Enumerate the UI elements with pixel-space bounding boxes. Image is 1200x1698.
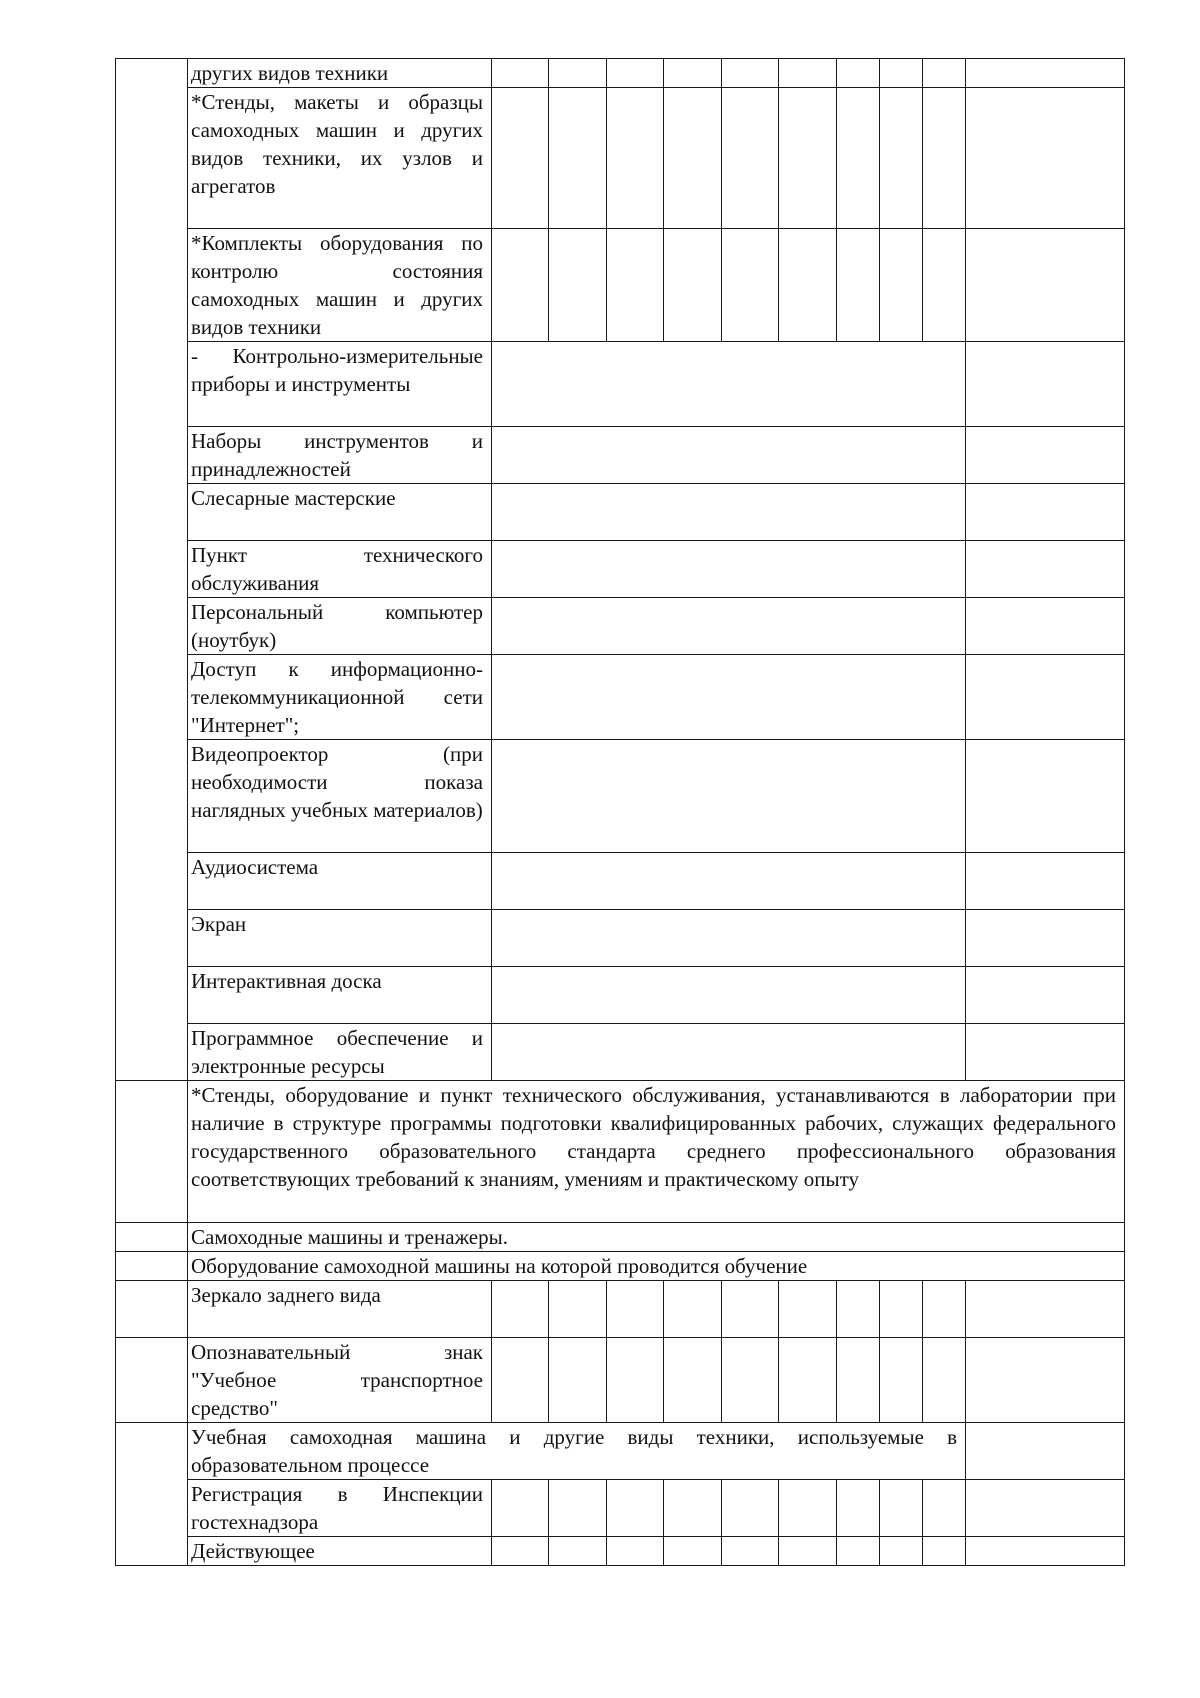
quantity-cell [549,1338,607,1423]
quantity-cell [607,59,664,88]
table-row [116,910,1125,967]
merged-quantity-cell [492,1024,966,1081]
item-label: Видеопроектор (при необходимости показа наглядных учебных материалов) [188,740,492,853]
quantity-cell [923,59,966,88]
item-label: Действующее [188,1537,492,1566]
quantity-cell [880,1338,923,1423]
item-label: Пункт технического обслуживания [188,541,492,598]
quantity-cell [880,229,923,342]
section-row [116,1423,1125,1480]
quantity-cell [779,1537,837,1566]
section-title-machines: Самоходные машины и тренажеры. [188,1223,1125,1252]
table-row [116,1338,1125,1423]
quantity-cell [923,1281,966,1338]
notes-cell [966,967,1125,1024]
item-label: Опознавательный знак "Учебное транспортное средство" [188,1338,492,1423]
item-label: других видов техники [188,59,492,88]
index-cell [116,1338,188,1423]
quantity-cell [837,1281,880,1338]
item-label: Слесарные мастерские [188,484,492,541]
index-cell [116,59,188,1081]
quantity-cell [607,1537,664,1566]
index-cell [116,1223,188,1252]
quantity-cell [722,59,779,88]
notes-cell [966,484,1125,541]
quantity-cell [664,88,722,229]
table-row [116,342,1125,427]
table-row [116,967,1125,1024]
item-label: Доступ к информационно-телекоммуникационной сети "Интернет"; [188,655,492,740]
table-row [116,655,1125,740]
quantity-cell [880,59,923,88]
quantity-cell [923,229,966,342]
quantity-cell [837,1338,880,1423]
section-row [116,1252,1125,1281]
quantity-cell [722,1480,779,1537]
quantity-cell [664,1281,722,1338]
table-row [116,1480,1125,1537]
notes-cell [966,1281,1125,1338]
item-label: Аудиосистема [188,853,492,910]
quantity-cell [549,59,607,88]
section-title-equipment: Оборудование самоходной машины на которой проводится обучение [188,1252,1125,1281]
quantity-cell [492,1281,549,1338]
item-label: Регистрация в Инспекции гостехнадзора [188,1480,492,1537]
notes-cell [966,88,1125,229]
item-label: Наборы инструментов и принадлежностей [188,427,492,484]
equipment-table [115,58,1125,1566]
index-cell [116,1081,188,1223]
quantity-cell [607,88,664,229]
quantity-cell [880,1480,923,1537]
table-row [116,484,1125,541]
notes-cell [966,427,1125,484]
quantity-cell [492,1480,549,1537]
quantity-cell [492,229,549,342]
quantity-cell [923,88,966,229]
table-row [116,740,1125,853]
item-label: Программное обеспечение и электронные ресурсы [188,1024,492,1081]
notes-cell [966,541,1125,598]
notes-cell [966,910,1125,967]
notes-cell [966,342,1125,427]
merged-quantity-cell [492,740,966,853]
item-label: *Комплекты оборудования по контролю состояния самоходных машин и других видов техники [188,229,492,342]
table-row [116,427,1125,484]
item-label: *Стенды, макеты и образцы самоходных машин и других видов техники, их узлов и агрегатов [188,88,492,229]
merged-quantity-cell [492,910,966,967]
quantity-cell [837,88,880,229]
merged-quantity-cell [492,853,966,910]
quantity-cell [607,1480,664,1537]
index-cell [116,1281,188,1338]
merged-quantity-cell [492,484,966,541]
footnote-text: *Стенды, оборудование и пункт технического обслуживания, устанавливаются в лаборатории при наличие в структуре программы подготовки квалифицированных рабочих, служащих федерального государственного образовательного стандарта среднего профессионального образования соответствующих требований к знаниям, умениям и практическому опыту [188,1081,1125,1223]
quantity-cell [492,1537,549,1566]
quantity-cell [607,1281,664,1338]
quantity-cell [837,1480,880,1537]
notes-cell [966,1024,1125,1081]
quantity-cell [492,1338,549,1423]
table-row [116,1537,1125,1566]
item-label: - Контрольно-измерительные приборы и инструменты [188,342,492,427]
quantity-cell [779,1281,837,1338]
quantity-cell [492,59,549,88]
quantity-cell [779,88,837,229]
quantity-cell [779,229,837,342]
merged-quantity-cell [492,427,966,484]
quantity-cell [923,1480,966,1537]
merged-quantity-cell [492,967,966,1024]
item-label: Зеркало заднего вида [188,1281,492,1338]
notes-cell [966,1480,1125,1537]
quantity-cell [880,88,923,229]
notes-cell [966,229,1125,342]
quantity-cell [722,1537,779,1566]
merged-quantity-cell [492,598,966,655]
quantity-cell [607,229,664,342]
item-label: Персональный компьютер (ноутбук) [188,598,492,655]
quantity-cell [923,1338,966,1423]
quantity-cell [664,59,722,88]
quantity-cell [664,1480,722,1537]
quantity-cell [549,88,607,229]
notes-cell [966,655,1125,740]
notes-cell [966,740,1125,853]
notes-cell [966,59,1125,88]
quantity-cell [880,1281,923,1338]
index-cell [116,1423,188,1566]
table-row [116,541,1125,598]
quantity-cell [837,1537,880,1566]
table-row [116,59,1125,88]
quantity-cell [779,1480,837,1537]
table-row [116,229,1125,342]
item-label: Экран [188,910,492,967]
quantity-cell [549,229,607,342]
quantity-cell [492,88,549,229]
quantity-cell [549,1281,607,1338]
table-row [116,1281,1125,1338]
table-row [116,88,1125,229]
footnote-row [116,1081,1125,1223]
notes-cell [966,1338,1125,1423]
table-row [116,853,1125,910]
merged-quantity-cell [492,655,966,740]
notes-cell [966,853,1125,910]
section-title-training-machine: Учебная самоходная машина и другие виды техники, используемые в образовательном процессе [188,1423,966,1480]
quantity-cell [549,1537,607,1566]
notes-cell [966,1423,1125,1480]
quantity-cell [607,1338,664,1423]
quantity-cell [837,59,880,88]
quantity-cell [722,1281,779,1338]
quantity-cell [779,59,837,88]
quantity-cell [664,229,722,342]
quantity-cell [923,1537,966,1566]
section-row [116,1223,1125,1252]
quantity-cell [722,88,779,229]
quantity-cell [664,1338,722,1423]
index-cell [116,1252,188,1281]
notes-cell [966,1537,1125,1566]
quantity-cell [722,1338,779,1423]
table-row [116,1024,1125,1081]
quantity-cell [722,229,779,342]
notes-cell [966,598,1125,655]
quantity-cell [664,1537,722,1566]
quantity-cell [880,1537,923,1566]
quantity-cell [779,1338,837,1423]
quantity-cell [549,1480,607,1537]
quantity-cell [837,229,880,342]
merged-quantity-cell [492,342,966,427]
table-row [116,598,1125,655]
merged-quantity-cell [492,541,966,598]
item-label: Интерактивная доска [188,967,492,1024]
